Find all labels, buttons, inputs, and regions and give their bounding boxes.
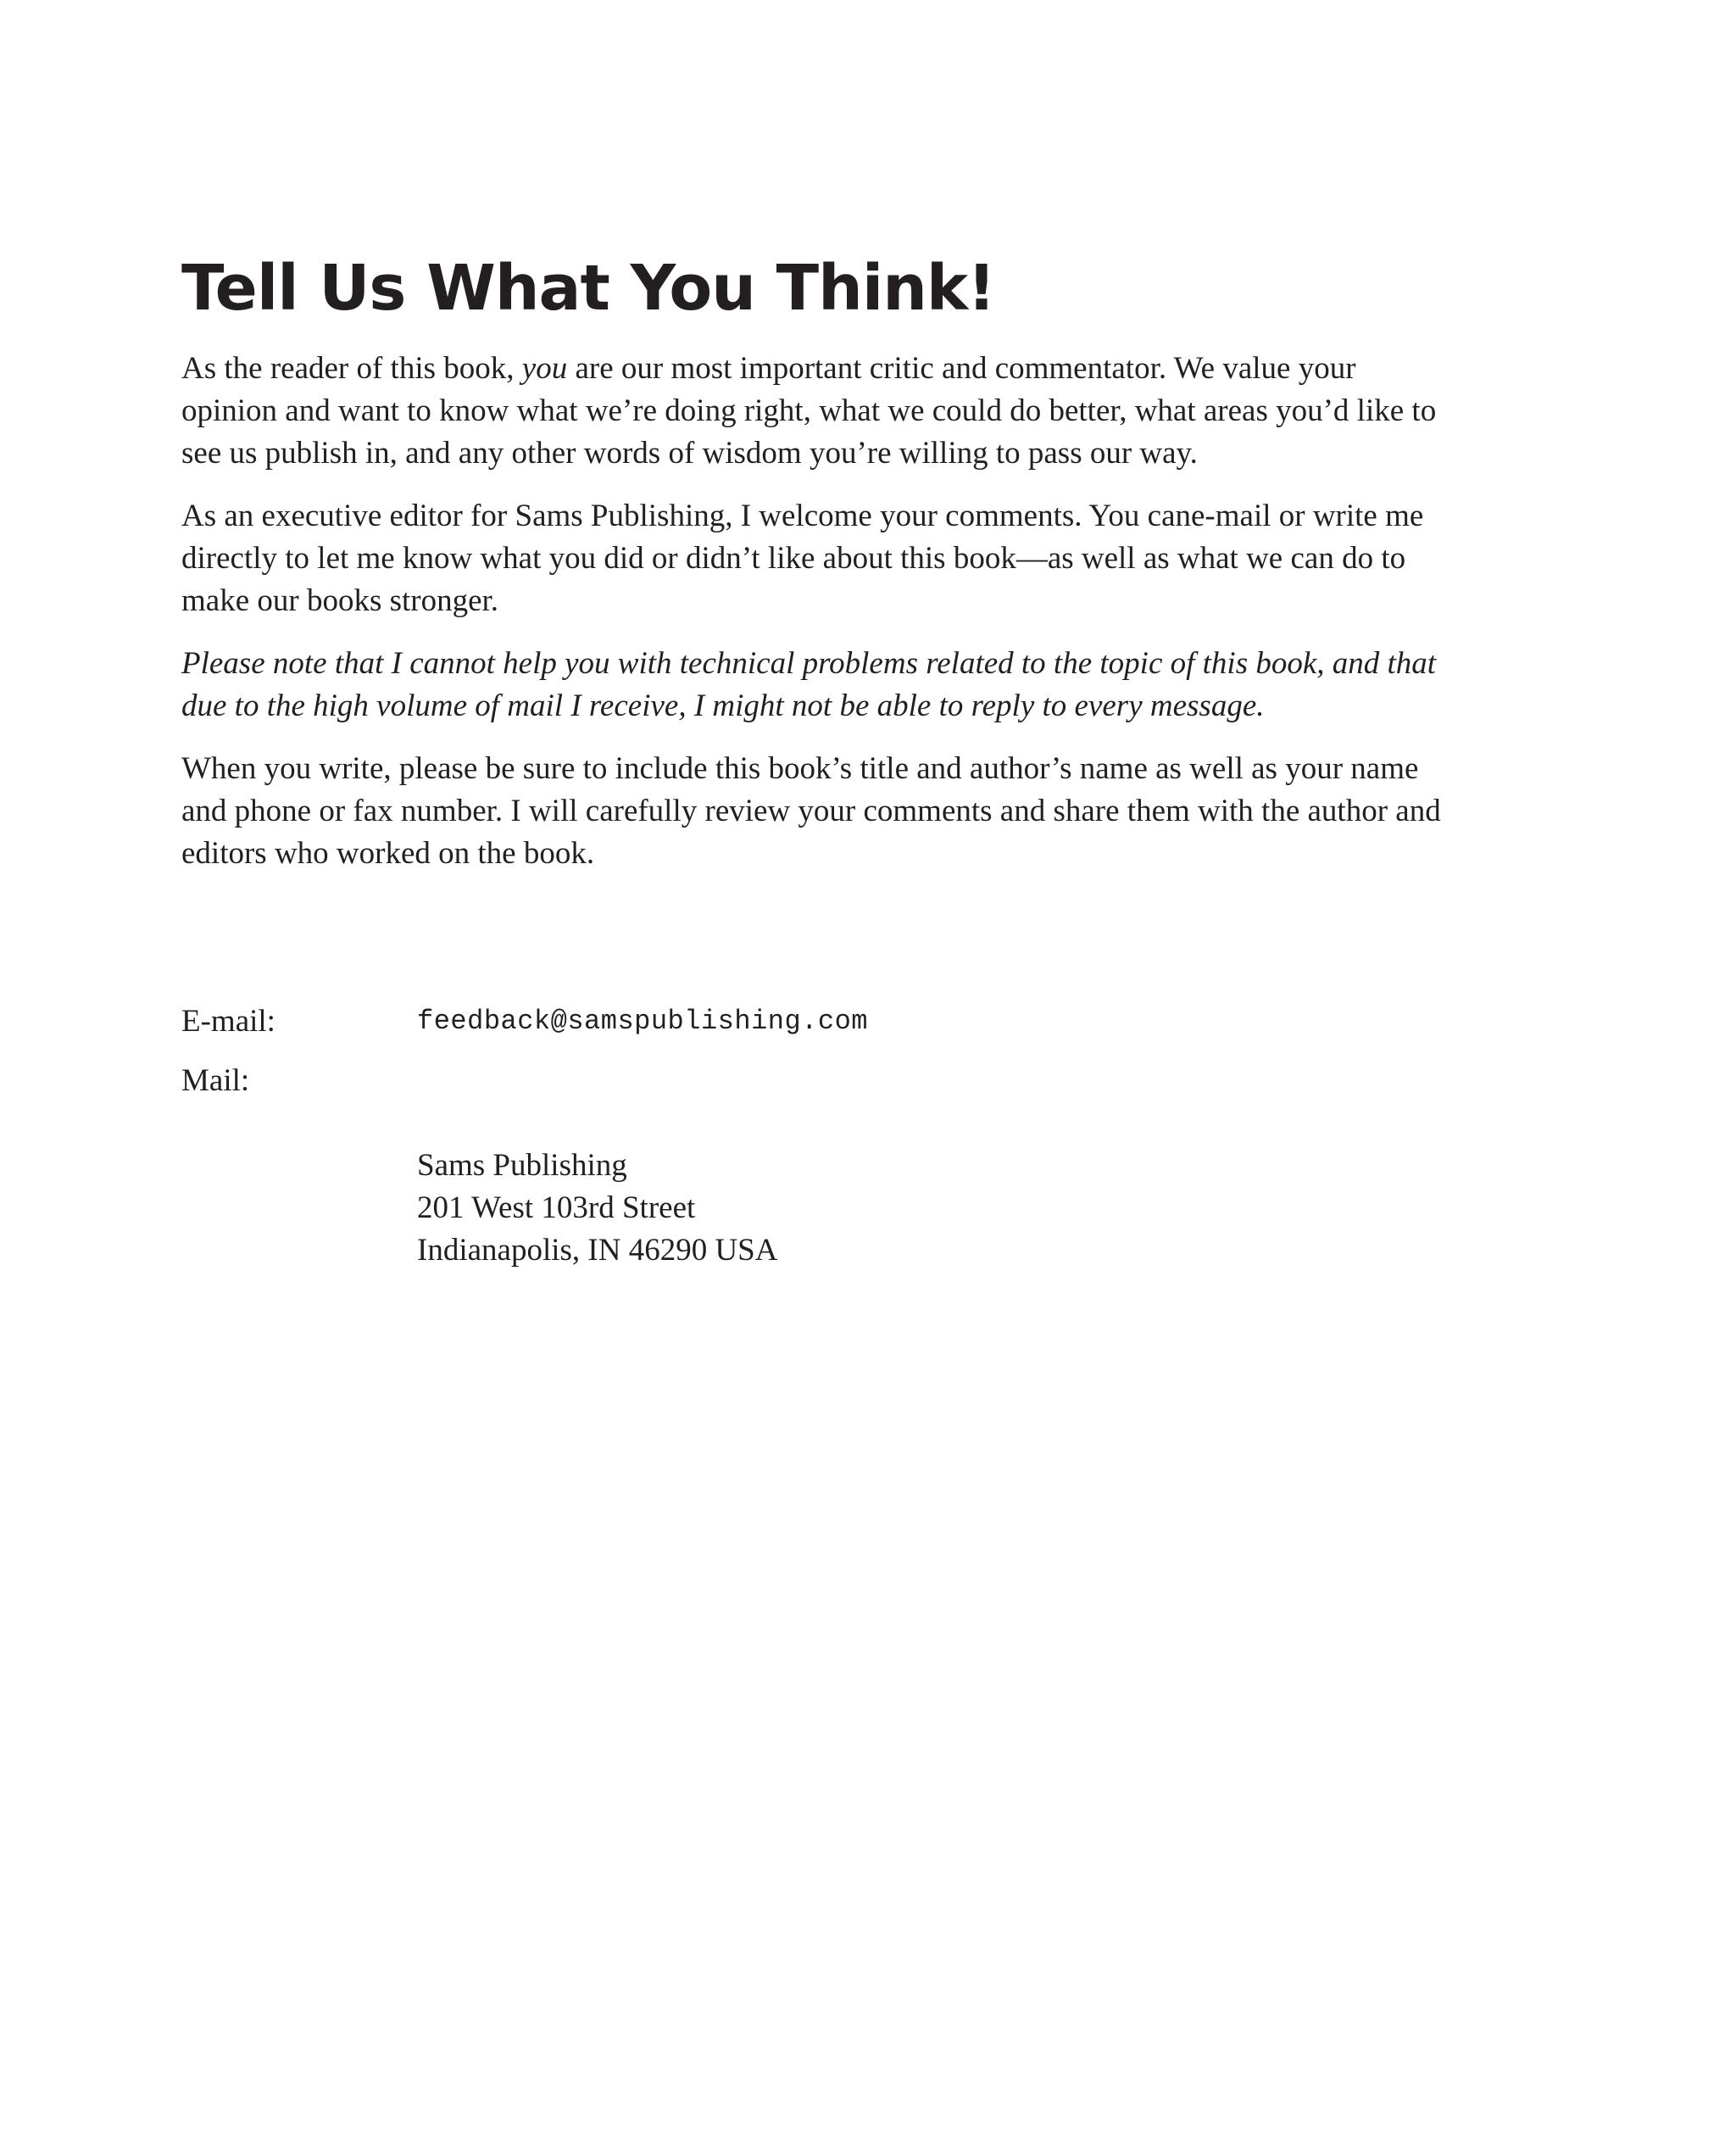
address-line-city: Indianapolis, IN 46290 USA	[417, 1233, 778, 1268]
page-title: Tell Us What You Think!	[181, 252, 995, 325]
paragraph-3-note: Please note that I cannot help you with technical problems related to the topic of this book, and that due to the high volume of mail I receive, I might not be able to reply to every message.	[181, 646, 1437, 723]
paragraph-1	[181, 348, 1453, 475]
paragraph-1-start: As the reader of this book,	[181, 351, 522, 386]
email-address[interactable]: feedback@samspublishing.com	[417, 1006, 868, 1037]
paragraph-2: As an executive editor for Sams Publishing, I welcome your comments. You cane-mail or write me directly to let me know what you did or didn’t like about this book—as well as what we can do to make our books stronger.	[181, 499, 1424, 618]
mail-row	[181, 1060, 1283, 1102]
address-line-street: 201 West 103rd Street	[417, 1190, 696, 1225]
email-row	[181, 1001, 1283, 1043]
email-label: E-mail:	[181, 1004, 275, 1039]
paragraph-4: When you write, please be sure to include this book’s title and author’s name as well as your name and phone or fax number. I will carefully review your comments and share them with the author and editors who worked on the book.	[181, 751, 1441, 871]
address-line-company: Sams Publishing	[417, 1148, 627, 1183]
body-text	[181, 348, 1453, 895]
mailing-address	[417, 1145, 777, 1272]
contact-section	[181, 1001, 1283, 1268]
mail-label: Mail:	[181, 1063, 250, 1098]
paragraph-1-emphasis: you	[521, 351, 568, 386]
paragraph-1-end: are our most important critic and commentator. We value your opinion and want to know what we’re doing right, what we could do better, what areas you’d like to see us publish in, and any other words of wisdom you’re willing to pass our way.	[181, 351, 1437, 471]
